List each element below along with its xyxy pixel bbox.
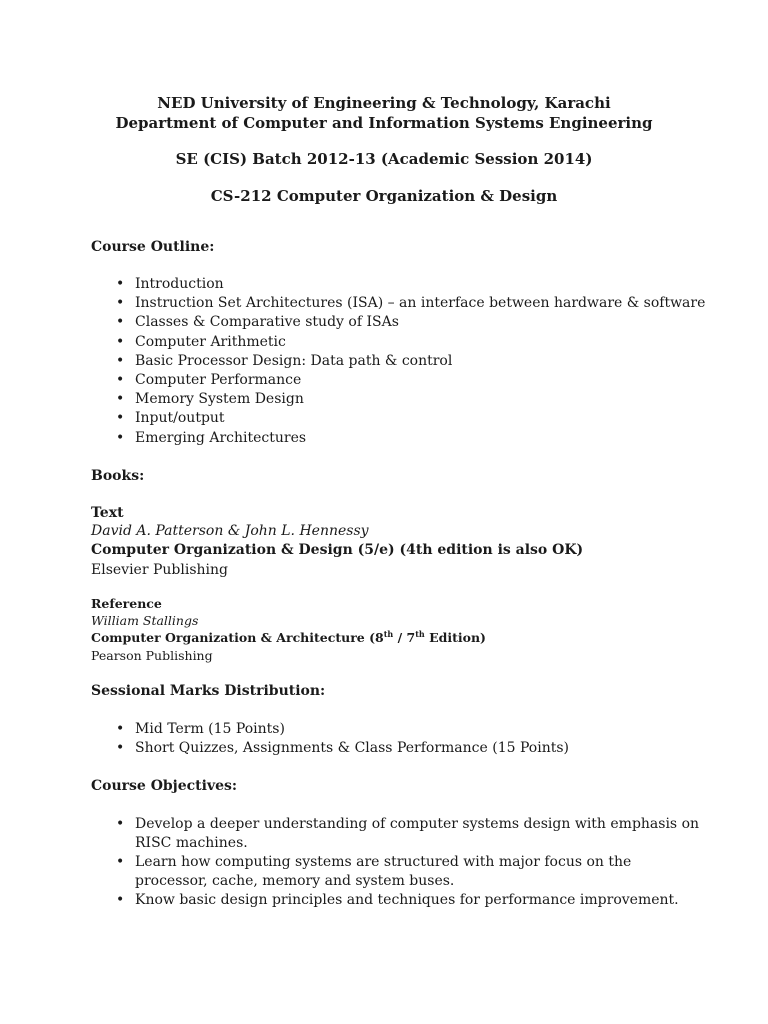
- objectives-heading: Course Objectives:: [91, 778, 238, 794]
- bullet: •: [116, 740, 125, 757]
- marks-heading: Sessional Marks Distribution:: [91, 683, 326, 699]
- list-item: [91, 313, 705, 332]
- list-item-text: Know basic design principles and techniques for performance improvement.: [135, 892, 679, 908]
- bullet: •: [116, 276, 125, 292]
- list-item-text: Emerging Architectures: [135, 429, 307, 446]
- outline-heading: Course Outline:: [91, 239, 215, 255]
- list-item-text: Short Quizzes, Assignments & Class Performance (15 Points): [135, 740, 569, 757]
- list-item: [91, 720, 569, 739]
- bullet: •: [116, 892, 125, 908]
- list-item-text: Basic Processor Design: Data path & control: [135, 352, 453, 369]
- bullet: •: [116, 352, 125, 369]
- list-item: [91, 429, 705, 448]
- list-item-text: Develop a deeper understanding of computer systems design with emphasis on RISC machines.: [135, 816, 700, 851]
- list-item: [91, 409, 705, 428]
- list-item-text: Computer Performance: [135, 372, 302, 389]
- list-item: [91, 352, 705, 371]
- reference-title-part: / 7: [393, 630, 416, 645]
- reference-authors: William Stallings: [91, 613, 199, 628]
- objectives-list: [91, 815, 705, 910]
- list-item-text: Learn how computing systems are structured with major focus on the processor, cache, memory and system buses.: [135, 854, 632, 889]
- reference-title-part: Computer Organization & Architecture (8: [91, 630, 384, 645]
- batch-title: SE (CIS) Batch 2012-13 (Academic Session 2014): [175, 150, 593, 168]
- bullet: •: [116, 854, 125, 870]
- bullet: •: [116, 721, 125, 737]
- list-item-text: Memory System Design: [135, 391, 304, 408]
- list-item: [91, 853, 705, 891]
- bullet: •: [116, 372, 125, 389]
- university-title: NED University of Engineering & Technology, Karachi: [157, 94, 611, 112]
- reference-publisher: Pearson Publishing: [91, 648, 213, 663]
- list-item-text: Input/output: [135, 410, 225, 427]
- bullet: •: [116, 410, 125, 427]
- reference-title-part: Edition): [424, 630, 486, 645]
- list-item-text: Mid Term (15 Points): [135, 721, 285, 737]
- text-book-title: Computer Organization & Design (5/e) (4th edition is also OK): [91, 542, 584, 558]
- list-item: [91, 275, 705, 294]
- list-item-text: Introduction: [135, 276, 224, 292]
- marks-list: [91, 720, 569, 758]
- outline-list: [91, 275, 705, 448]
- list-item: [91, 371, 705, 390]
- list-item-text: Computer Arithmetic: [135, 333, 286, 350]
- list-item: [91, 891, 705, 910]
- list-item-text: Classes & Comparative study of ISAs: [135, 314, 399, 331]
- superscript: th: [383, 628, 394, 639]
- bullet: •: [116, 333, 125, 350]
- department-title: Department of Computer and Information Systems Engineering: [115, 114, 653, 132]
- text-book-label: Text: [91, 505, 124, 521]
- reference-label: Reference: [91, 596, 162, 611]
- superscript: th: [415, 628, 425, 639]
- bullet: •: [116, 391, 125, 408]
- course-title: CS-212 Computer Organization & Design: [210, 187, 558, 205]
- bullet: •: [116, 816, 125, 832]
- text-book-publisher: Elsevier Publishing: [91, 562, 228, 578]
- bullet: •: [116, 429, 125, 446]
- reference-title: [91, 630, 486, 645]
- list-item: [91, 333, 705, 352]
- list-item: [91, 390, 705, 409]
- bullet: •: [116, 295, 125, 312]
- list-item: [91, 294, 705, 313]
- bullet: •: [116, 314, 125, 331]
- list-item: [91, 739, 569, 758]
- list-item: [91, 815, 705, 853]
- books-heading: Books:: [91, 468, 145, 484]
- list-item-text: Instruction Set Architectures (ISA) – an interface between hardware & software: [135, 295, 706, 312]
- text-book-authors: David A. Patterson & John L. Hennessy: [91, 523, 369, 539]
